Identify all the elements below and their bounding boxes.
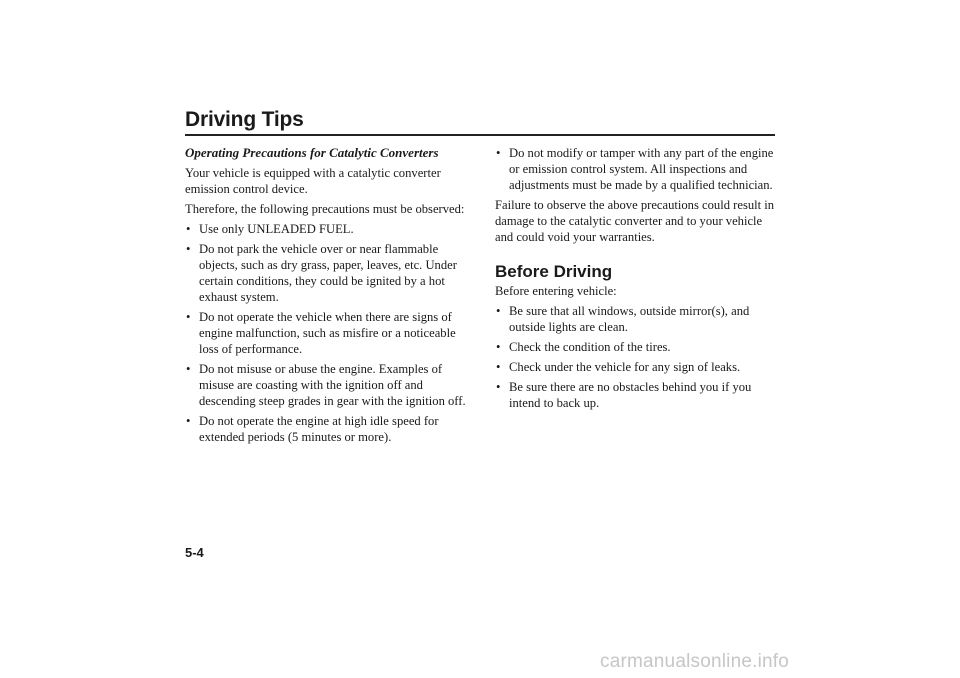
list-item: • Do not operate the engine at high idle speed for extended periods (5 minutes or more). [185,413,468,445]
watermark: carmanualsonline.info [600,651,790,672]
list-item: • Do not modify or tamper with any part of the engine or emission control system. All inspections and adjustments must be made by a qualified technician. [495,145,778,193]
left-column [185,145,468,449]
list-item: • Use only UNLEADED FUEL. [185,221,468,237]
catalytic-converter-subheading: Operating Precautions for Catalytic Converters [185,145,439,160]
list-item: • Do not park the vehicle over or near flammable objects, such as dry grass, paper, leaves, etc. Under certain conditions, they could be ignited by a hot exhaust system. [185,241,468,305]
list-item: • Check the condition of the tires. [495,339,778,355]
before-driving-list [495,303,778,411]
precautions-list-continued [495,145,778,193]
title-divider [185,134,775,136]
precautions-list [185,221,468,445]
list-item: • Be sure that all windows, outside mirror(s), and outside lights are clean. [495,303,778,335]
list-item: • Do not misuse or abuse the engine. Examples of misuse are coasting with the ignition off and descending steep grades in gear with the ignition off. [185,361,468,409]
page-number: 5-4 [185,545,204,560]
warranty-warning: Failure to observe the above precautions could result in damage to the catalytic converter and to your vehicle and could void your warranties. [495,198,775,244]
list-item: • Do not operate the vehicle when there are signs of engine malfunction, such as misfire or a noticeable loss of performance. [185,309,468,357]
section-heading-before-driving: Before Driving [495,262,613,281]
right-column [495,145,778,415]
precautions-lead: Therefore, the following precautions must be observed: [185,202,465,216]
list-item: • Be sure there are no obstacles behind you if you intend to back up. [495,379,778,411]
page-title: Driving Tips [185,108,304,131]
list-item: • Check under the vehicle for any sign of leaks. [495,359,778,375]
intro-paragraph: Your vehicle is equipped with a catalytic converter emission control device. [185,166,441,196]
before-driving-lead: Before entering vehicle: [495,284,617,298]
